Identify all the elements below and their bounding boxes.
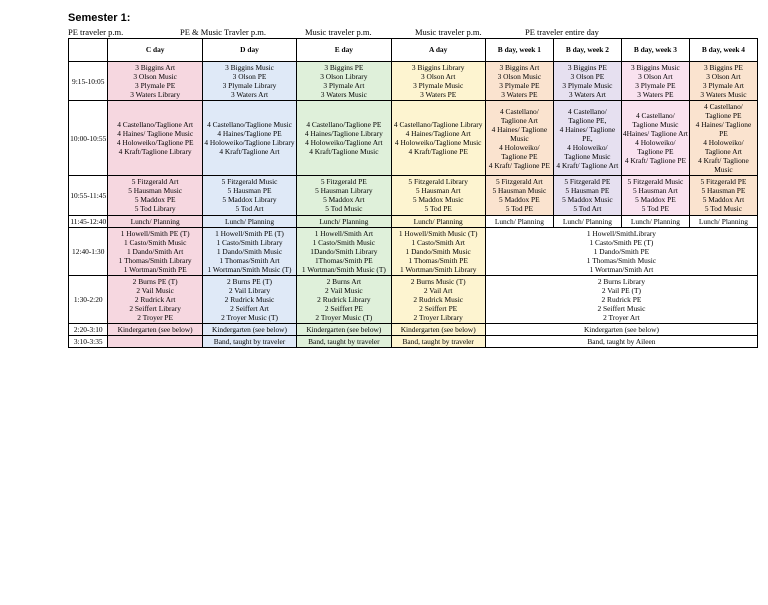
schedule-cell: 4 Castellano/ Taglione PE, 4 Haines/ Taglione PE, 4 Holoweiko/ Taglione Music 4 Kraft/ Taglione Art — [553, 101, 621, 176]
time-slot-label: 1:30-2:20 — [69, 275, 108, 323]
schedule-cell: Lunch/ Planning — [297, 215, 391, 227]
schedule-cell: 5 Fitzgerald PE 5 Hausman PE 5 Maddox Art 5 Tod Music — [689, 176, 757, 215]
schedule-cell: 4 Castellano/ Taglione Music 4Haines/ Taglione Art 4 Holoweiko/ Taglione PE 4 Kraft/ Taglione PE — [621, 101, 689, 176]
schedule-cell — [108, 335, 202, 347]
table-row — [69, 227, 758, 275]
table-row — [69, 275, 758, 323]
schedule-cell-merged: 1 Howell/SmithLibrary 1 Casto/Smith PE (T) 1 Dando/Smith PE 1 Thomas/Smith Music 1 Wortman/Smith Art — [485, 227, 757, 275]
schedule-cell: 3 Biggins Art 3 Olson Music 3 Plymale PE 3 Waters PE — [485, 62, 553, 101]
schedule-cell: Band, taught by traveler — [297, 335, 391, 347]
schedule-cell: 5 Fitzgerald Music 5 Hausman Art 5 Maddox PE 5 Tod PE — [621, 176, 689, 215]
schedule-cell: Kindergarten (see below) — [108, 323, 202, 335]
col-header-a-day: A day — [391, 39, 485, 62]
schedule-cell: 2 Burns PE (T) 2 Vail Library 2 Rudrick Music 2 Seiffert Art 2 Troyer Music (T) — [202, 275, 296, 323]
schedule-cell: 1 Howell/Smith PE (T) 1 Casto/Smith Library 1 Dando/Smith Music 1 Thomas/Smith Art 1 Wortman/Smith Music (T) — [202, 227, 296, 275]
col-header-time — [69, 39, 108, 62]
table-row — [69, 62, 758, 101]
schedule-cell: Lunch/ Planning — [553, 215, 621, 227]
schedule-cell: 3 Biggins Music 3 Olson PE 3 Plymale Library 3 Waters Art — [202, 62, 296, 101]
schedule-cell: Lunch/ Planning — [621, 215, 689, 227]
schedule-cell: 4 Castellano/Taglione PE 4 Haines/Taglione Library 4 Holoweiko/Taglione Art 4 Kraft/Taglione Music — [297, 101, 391, 176]
schedule-cell-merged: 2 Burns Library 2 Vail PE (T) 2 Rudrick PE 2 Seiffert Music 2 Troyer Art — [485, 275, 757, 323]
table-row — [69, 215, 758, 227]
time-slot-label: 9:15-10:05 — [69, 62, 108, 101]
table-row — [69, 101, 758, 176]
schedule-cell: Kindergarten (see below) — [202, 323, 296, 335]
schedule-cell: Kindergarten (see below) — [391, 323, 485, 335]
schedule-cell: 3 Biggins PE 3 Olson Library 3 Plymale Art 3 Waters Music — [297, 62, 391, 101]
table-row — [69, 323, 758, 335]
col-header-e-day: E day — [297, 39, 391, 62]
schedule-cell: 4 Castellano/Taglione Library 4 Haines/Taglione Art 4 Holoweiko/Taglione Music 4 Kraft/Taglione PE — [391, 101, 485, 176]
time-slot-label: 10:00-10:55 — [69, 101, 108, 176]
schedule-cell: 3 Biggins PE 3 Olson Art 3 Plymale Art 3 Waters Music — [689, 62, 757, 101]
col-header-b-day-week-4: B day, week 4 — [689, 39, 757, 62]
schedule-cell: Lunch/ Planning — [108, 215, 202, 227]
page-title: Semester 1: — [68, 12, 131, 24]
time-slot-label: 2:20-3:10 — [69, 323, 108, 335]
schedule-cell: Lunch/ Planning — [689, 215, 757, 227]
table-row — [69, 335, 758, 347]
table-header-row — [69, 39, 758, 62]
col-header-c-day: C day — [108, 39, 202, 62]
schedule-cell: 1 Howell/Smith PE (T) 1 Casto/Smith Music 1 Dando/Smith Art 1 Thomas/Smith Library 1 Wortman/Smith PE — [108, 227, 202, 275]
col-header-d-day: D day — [202, 39, 296, 62]
super-header-1: PE & Music Travler p.m. — [180, 27, 266, 37]
table-row — [69, 176, 758, 215]
super-header-4: PE traveler entire day — [525, 27, 599, 37]
table-body — [69, 62, 758, 348]
schedule-cell-merged: Band, taught by Aileen — [485, 335, 757, 347]
schedule-cell: Kindergarten (see below) — [297, 323, 391, 335]
schedule-cell: 4 Castellano/ Taglione Art 4 Haines/ Taglione Music 4 Holoweiko/ Taglione PE 4 Kraft/ Taglione PE — [485, 101, 553, 176]
time-slot-label: 3:10-3:35 — [69, 335, 108, 347]
schedule-cell: 3 Biggins Music 3 Olson Art 3 Plymale PE 3 Waters PE — [621, 62, 689, 101]
time-slot-label: 10:55-11:45 — [69, 176, 108, 215]
super-header-0: PE traveler p.m. — [68, 27, 124, 37]
super-header-2: Music traveler p.m. — [305, 27, 372, 37]
schedule-table — [68, 38, 758, 348]
schedule-cell-merged: Kindergarten (see below) — [485, 323, 757, 335]
schedule-cell: 3 Biggins Art 3 Olson Music 3 Plymale PE 3 Waters Library — [108, 62, 202, 101]
col-header-b-day-week-2: B day, week 2 — [553, 39, 621, 62]
schedule-cell: 5 Fitzgerald PE 5 Hausman Library 5 Maddox Art 5 Tod Music — [297, 176, 391, 215]
schedule-cell: 4 Castellano/ Taglione PE 4 Haines/ Taglione PE 4 Holoweiko/ Taglione Art 4 Kraft/ Taglione Music — [689, 101, 757, 176]
schedule-cell: Lunch/ Planning — [202, 215, 296, 227]
schedule-cell: 4 Castellano/Taglione Music 4 Haines/Taglione PE 4 Holoweiko/Taglione Library 4 Kraft/Taglione Art — [202, 101, 296, 176]
time-slot-label: 12:40-1:30 — [69, 227, 108, 275]
schedule-cell: 5 Fitzgerald Art 5 Hausman Music 5 Maddox PE 5 Tod Library — [108, 176, 202, 215]
time-slot-label: 11:45-12:40 — [70, 216, 107, 226]
schedule-cell: 3 Biggins PE 3 Olson PE 3 Plymale Music 3 Waters Art — [553, 62, 621, 101]
schedule-cell: 5 Fitzgerald PE 5 Hausman PE 5 Maddox Music 5 Tod Art — [553, 176, 621, 215]
schedule-cell: 2 Burns PE (T) 2 Vail Music 2 Rudrick Art 2 Seiffert Library 2 Troyer PE — [108, 275, 202, 323]
schedule-cell: Band, taught by traveler — [202, 335, 296, 347]
schedule-page — [0, 12, 768, 605]
schedule-cell: 2 Burns Music (T) 2 Vail Art 2 Rudrick Music 2 Seiffert PE 2 Troyer Library — [391, 275, 485, 323]
schedule-cell: 5 Fitzgerald Art 5 Hausman Music 5 Maddox PE 5 Tod PE — [485, 176, 553, 215]
schedule-cell: 1 Howell/Smith Art 1 Casto/Smith Music 1Dando/Smith Library 1Thomas/Smith PE 1 Wortman/Smith Music (T) — [297, 227, 391, 275]
schedule-cell: 2 Burns Art 2 Vail Music 2 Rudrick Library 2 Seiffert PE 2 Troyer Music (T) — [297, 275, 391, 323]
schedule-cell: Band, taught by traveler — [391, 335, 485, 347]
col-header-b-day-week-1: B day, week 1 — [485, 39, 553, 62]
schedule-cell: Lunch/ Planning — [485, 215, 553, 227]
schedule-cell: 5 Fitzgerald Library 5 Hausman Art 5 Maddox Music 5 Tod PE — [391, 176, 485, 215]
col-header-b-day-week-3: B day, week 3 — [621, 39, 689, 62]
schedule-cell: Lunch/ Planning — [391, 215, 485, 227]
schedule-cell: 1 Howell/Smith Music (T) 1 Casto/Smith Art 1 Dando/Smith Music 1 Thomas/Smith PE 1 Wortman/Smith Library — [391, 227, 485, 275]
super-header-row — [68, 27, 768, 37]
schedule-cell: 4 Castellano/Taglione Art 4 Haines/ Taglione Music 4 Holoweiko/Taglione PE 4 Kraft/Taglione Library — [108, 101, 202, 176]
schedule-cell: 3 Biggins Library 3 Olson Art 3 Plymale Music 3 Waters PE — [391, 62, 485, 101]
super-header-3: Music traveler p.m. — [415, 27, 482, 37]
schedule-cell: 5 Fitzgerald Music 5 Hausman PE 5 Maddox Library 5 Tod Art — [202, 176, 296, 215]
